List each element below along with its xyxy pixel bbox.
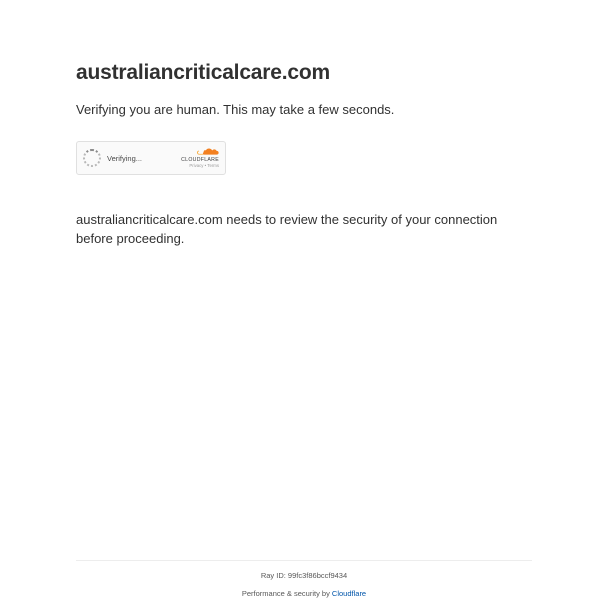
page-footer (76, 560, 532, 598)
challenge-explanation: australiancriticalcare.com needs to review the security of your connection before proceeding. (76, 212, 498, 247)
performance-note (76, 589, 532, 598)
turnstile-legal-links[interactable] (181, 164, 219, 168)
loading-spinner-icon (83, 149, 101, 167)
cloudflare-cloud-icon (197, 148, 219, 157)
verification-status-text: Verifying you are human. This may take a few seconds. (76, 102, 395, 118)
challenge-content (76, 60, 532, 262)
performance-prefix: Performance & security by (241, 589, 332, 598)
cloudflare-branding (181, 148, 219, 169)
turnstile-status-label: Verifying... (107, 153, 143, 163)
page-title: australiancriticalcare.com (76, 61, 330, 84)
ray-id-label: Ray ID: 99fc3f86bccf9434 (260, 571, 348, 580)
links-separator: • (204, 163, 207, 169)
turnstile-widget[interactable] (76, 141, 226, 175)
cloudflare-wordmark: CLOUDFLARE (181, 157, 219, 164)
privacy-link[interactable]: Privacy (189, 163, 204, 169)
cloudflare-link[interactable]: Cloudflare (331, 589, 367, 598)
terms-link[interactable]: Terms (207, 163, 219, 169)
